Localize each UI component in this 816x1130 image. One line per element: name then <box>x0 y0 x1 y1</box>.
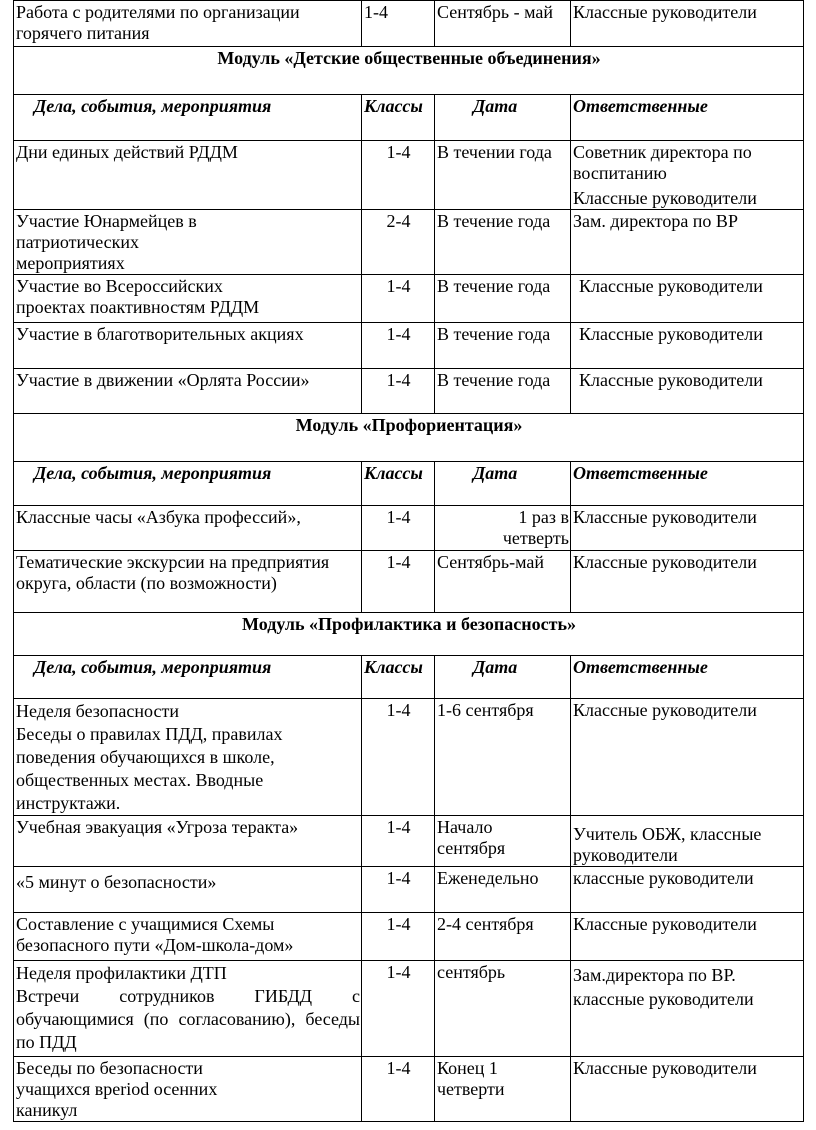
responsible-cell: Классные руководители <box>571 369 804 414</box>
header-date: Дата <box>435 656 571 699</box>
module-title: Модуль «Профилактика и безопасность» <box>14 613 804 656</box>
activity-cell: Классные часы «Азбука профессий», <box>14 506 362 551</box>
date-cell: 2-4 сентября <box>435 913 571 961</box>
activity-cell: «5 минут о безопасности» <box>14 867 362 913</box>
table-row <box>14 1 804 47</box>
table-row <box>14 141 804 210</box>
activity-cell: Участие в движении «Орлята России» <box>14 369 362 414</box>
responsible-cell: Классные руководители <box>571 506 804 551</box>
responsible-cell: Зам. директора по ВР <box>571 210 804 275</box>
grades-cell: 1-4 <box>362 506 435 551</box>
responsible-line: классные руководители <box>573 989 754 1009</box>
header-activity: Дела, события, мероприятия <box>14 656 362 699</box>
activity-cell: Участие Юнармейцев в патриотических мероприятиях <box>14 210 362 275</box>
table-row <box>14 961 804 1057</box>
responsible-cell: Классные руководители <box>571 551 804 613</box>
header-grades: Классы <box>362 95 435 141</box>
responsible-cell <box>571 961 804 1057</box>
activity-line: Встречи сотрудников ГИБДД с обучающимися (по согласованию), беседы по ПДД <box>16 986 360 1052</box>
responsible-cell: Классные руководители <box>571 323 804 369</box>
grades-cell: 1-4 <box>362 1 435 47</box>
module-title-row <box>14 47 804 95</box>
grades-cell: 1-4 <box>362 816 435 867</box>
plan-table <box>13 0 804 1122</box>
grades-cell: 1-4 <box>362 867 435 913</box>
table-row <box>14 867 804 913</box>
grades-cell: 1-4 <box>362 369 435 414</box>
table-row <box>14 816 804 867</box>
date-cell: сентябрь <box>435 961 571 1057</box>
module-title-row <box>14 613 804 656</box>
activity-cell: Участие в благотворительных акциях <box>14 323 362 369</box>
activity-line: Неделя профилактики ДТП <box>16 963 227 983</box>
header-date: Дата <box>435 95 571 141</box>
responsible-cell: Классные руководители <box>571 1057 804 1122</box>
date-cell: В течение года <box>435 323 571 369</box>
date-cell: В течении года <box>435 141 571 210</box>
header-responsible: Ответственные <box>571 462 804 506</box>
activity-cell: Тематические экскурсии на предприятия округа, области (по возможности) <box>14 551 362 613</box>
responsible-line: Классные руководители <box>573 188 757 208</box>
header-activity: Дела, события, мероприятия <box>14 95 362 141</box>
header-grades: Классы <box>362 656 435 699</box>
table-row <box>14 369 804 414</box>
activity-cell <box>14 961 362 1057</box>
date-cell: 1 раз в четверть <box>435 506 571 551</box>
responsible-cell: Классные руководители <box>571 1 804 47</box>
grades-cell: 2-4 <box>362 210 435 275</box>
activity-line: Неделя безопасности <box>16 701 179 721</box>
header-row <box>14 95 804 141</box>
date-cell: Еженедельно <box>435 867 571 913</box>
activity-cell: Учебная эвакуация «Угроза теракта» <box>14 816 362 867</box>
header-activity: Дела, события, мероприятия <box>14 462 362 506</box>
date-cell: Конец 1 четверти <box>435 1057 571 1122</box>
date-cell: В течение года <box>435 275 571 323</box>
module-title: Модуль «Профориентация» <box>14 414 804 462</box>
header-responsible: Ответственные <box>571 656 804 699</box>
date-cell: Сентябрь - май <box>435 1 571 47</box>
table-row <box>14 699 804 816</box>
activity-cell <box>14 699 362 816</box>
responsible-cell <box>571 141 804 210</box>
table-row <box>14 551 804 613</box>
activity-cell: Дни единых действий РДДМ <box>14 141 362 210</box>
table-row <box>14 210 804 275</box>
header-grades: Классы <box>362 462 435 506</box>
date-cell: В течение года <box>435 369 571 414</box>
activity-cell: Составление с учащимися Схемы безопасного пути «Дом-школа-дом» <box>14 913 362 961</box>
table-row <box>14 323 804 369</box>
module-title: Модуль «Детские общественные объединения» <box>14 47 804 95</box>
grades-cell: 1-4 <box>362 275 435 323</box>
activity-line: Беседы о правилах ПДД, правилах поведения обучающихся в школе, общественных местах. Вводные инструктажи. <box>16 724 283 813</box>
date-cell: 1-6 сентября <box>435 699 571 816</box>
date-cell: Начало сентября <box>435 816 571 867</box>
table-row <box>14 506 804 551</box>
responsible-cell: Классные руководители <box>571 275 804 323</box>
header-row <box>14 656 804 699</box>
table-row <box>14 1057 804 1122</box>
date-cell: Сентябрь-май <box>435 551 571 613</box>
activity-cell: Беседы по безопасности учащихся вperiod осенних каникул <box>14 1057 362 1122</box>
header-date: Дата <box>435 462 571 506</box>
table-row <box>14 275 804 323</box>
grades-cell: 1-4 <box>362 913 435 961</box>
responsible-cell: Учитель ОБЖ, классные руководители <box>571 816 804 867</box>
responsible-cell: Классные руководители <box>571 913 804 961</box>
responsible-cell: Классные руководители <box>571 699 804 816</box>
header-row <box>14 462 804 506</box>
grades-cell: 1-4 <box>362 551 435 613</box>
grades-cell: 1-4 <box>362 699 435 816</box>
responsible-line: Советник директора по воспитанию <box>573 142 752 183</box>
activity-cell: Участие во Всероссийских проектах поактивностям РДДМ <box>14 275 362 323</box>
grades-cell: 1-4 <box>362 961 435 1057</box>
responsible-cell: классные руководители <box>571 867 804 913</box>
table-row <box>14 913 804 961</box>
grades-cell: 1-4 <box>362 141 435 210</box>
grades-cell: 1-4 <box>362 1057 435 1122</box>
responsible-line: Зам.директора по ВР. <box>573 965 736 985</box>
header-responsible: Ответственные <box>571 95 804 141</box>
activity-cell: Работа с родителями по организации горячего питания <box>14 1 362 47</box>
grades-cell: 1-4 <box>362 323 435 369</box>
date-cell: В течение года <box>435 210 571 275</box>
module-title-row <box>14 414 804 462</box>
